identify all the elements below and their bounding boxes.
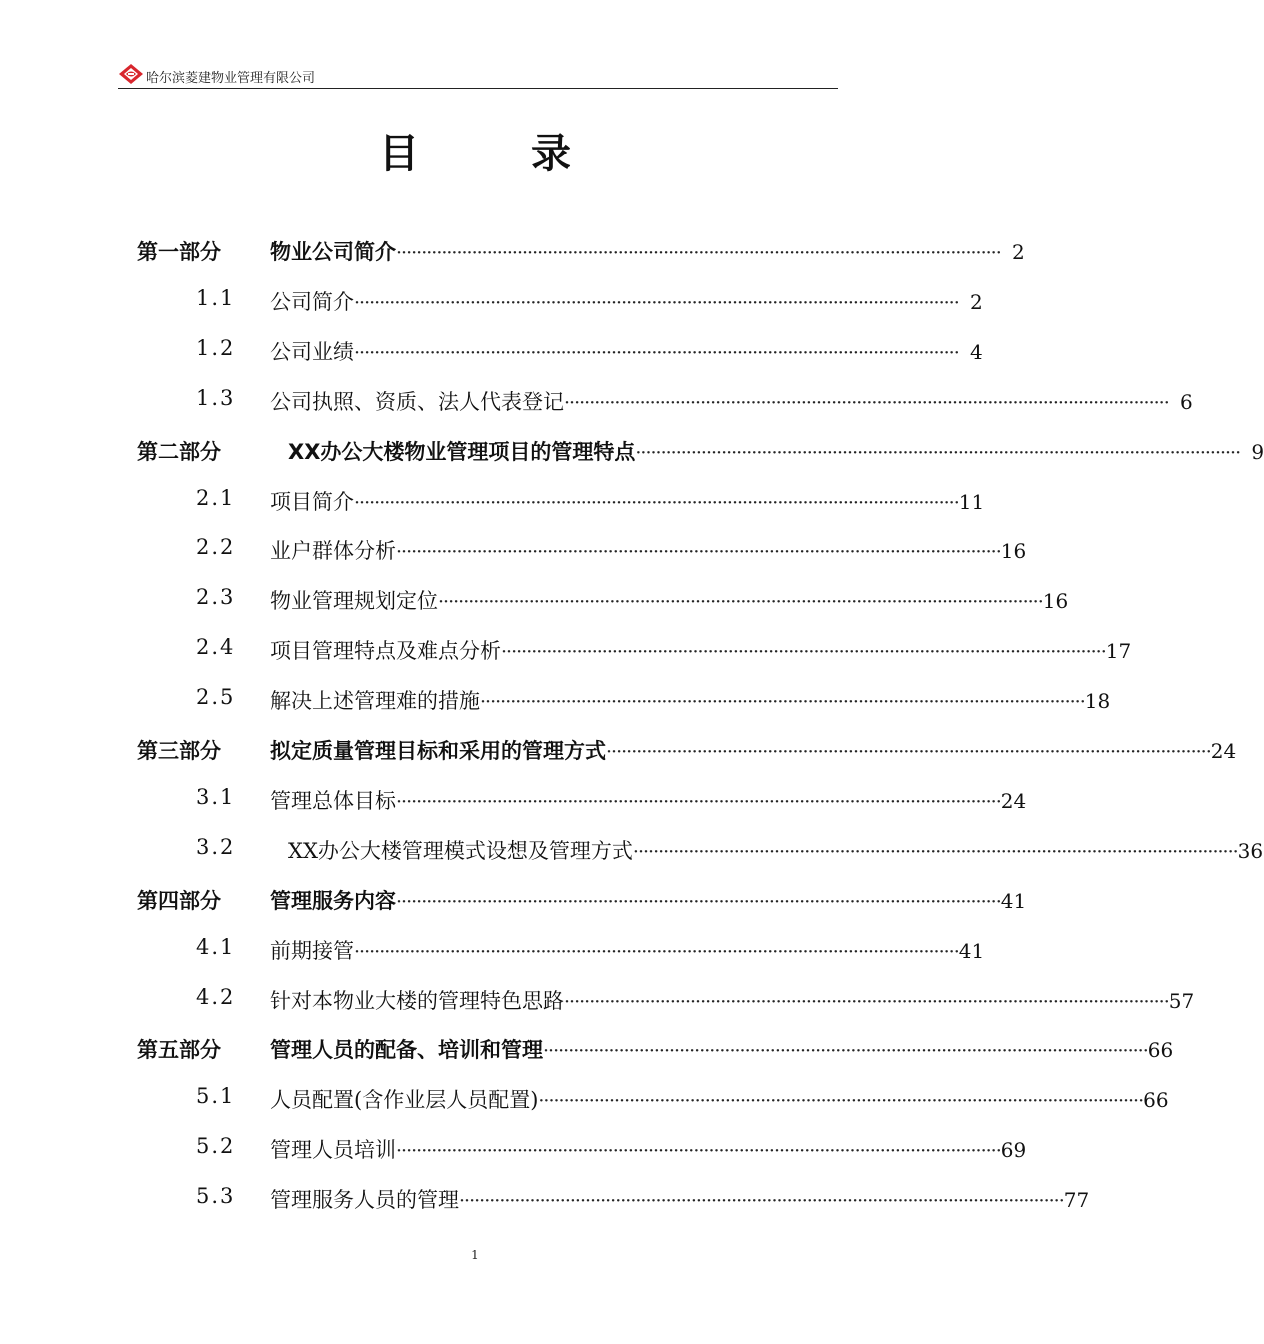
page-title: 目录 xyxy=(379,131,683,177)
toc-entry-page: 6 xyxy=(1180,389,1193,414)
toc-entry-line xyxy=(270,386,1193,416)
toc-entry-line xyxy=(270,935,985,965)
toc-entry-page: 11 xyxy=(958,489,985,514)
toc-entry-line xyxy=(270,885,1027,915)
toc-entry-number: 3.1 xyxy=(196,784,236,809)
dot-leader: ························································································································ xyxy=(396,1140,1001,1163)
toc-entry[interactable] xyxy=(0,729,1237,769)
toc-entry-page: 2 xyxy=(970,289,983,314)
toc-entry[interactable] xyxy=(0,679,1111,719)
toc-entry-page: 24 xyxy=(1000,788,1027,813)
toc-entry-title: 人员配置(含作业层人员配置) xyxy=(270,1088,539,1113)
toc-entry-title: 解决上述管理难的措施 xyxy=(270,689,480,714)
toc-entry-number: 第三部分 xyxy=(137,739,221,763)
dot-leader: ························································································································ xyxy=(632,840,1238,863)
toc-entry[interactable] xyxy=(0,979,1195,1019)
dot-leader: ························································································································ xyxy=(538,1090,1144,1113)
toc-entry-number: 1.3 xyxy=(196,385,236,410)
toc-entry-line xyxy=(270,236,1025,266)
dot-leader: ························································································································ xyxy=(354,940,959,963)
toc-entry-number: 5.2 xyxy=(196,1134,236,1159)
toc-entry-title: 项目管理特点及难点分析 xyxy=(270,639,501,664)
toc-entry[interactable] xyxy=(0,1178,1090,1218)
toc-entry-line xyxy=(270,286,983,316)
toc-entry-title: 公司业绩 xyxy=(270,339,354,364)
toc-entry[interactable] xyxy=(0,829,1264,869)
toc-entry-page: 4 xyxy=(970,339,983,364)
toc-entry-line xyxy=(270,486,985,516)
toc-entry-number: 第一部分 xyxy=(137,240,221,264)
toc-entry[interactable] xyxy=(0,629,1132,669)
toc-entry-title: XX办公大楼物业管理项目的管理特点 xyxy=(288,439,636,464)
toc-entry-title: 管理总体目标 xyxy=(270,788,396,813)
toc-entry[interactable] xyxy=(0,929,985,969)
toc-entry-page: 66 xyxy=(1143,1088,1169,1113)
toc-entry-number: 4.1 xyxy=(196,934,236,959)
toc-entry-title: 管理人员培训 xyxy=(270,1138,396,1163)
toc-entry[interactable] xyxy=(0,1128,1027,1168)
toc-entry-number: 1.1 xyxy=(196,285,236,310)
toc-entry-page: 18 xyxy=(1084,689,1111,714)
toc-entry-page: 2 xyxy=(1012,240,1025,264)
page-number: 1 xyxy=(471,1248,479,1262)
toc-entry-line xyxy=(270,635,1132,665)
toc-entry[interactable] xyxy=(0,1078,1169,1118)
toc-entry-title: 前期接管 xyxy=(270,938,354,963)
toc-entry-page: 17 xyxy=(1105,639,1132,664)
toc-entry[interactable] xyxy=(0,480,985,520)
toc-entry-title: 项目简介 xyxy=(270,489,354,514)
toc-entry[interactable] xyxy=(0,879,1027,919)
toc-entry-title: 物业公司简介 xyxy=(270,240,396,264)
dot-leader: ························································································································ xyxy=(606,741,1211,763)
toc-entry-line xyxy=(270,585,1069,615)
toc-entry-line xyxy=(270,835,1264,865)
toc-entry-page: 66 xyxy=(1147,1038,1174,1063)
dot-leader: ························································································································ xyxy=(564,391,1169,414)
dot-leader: ························································································································ xyxy=(396,790,1001,813)
toc-entry-page: 16 xyxy=(1042,589,1069,614)
toc-entry-line xyxy=(270,336,983,366)
toc-entry-page: 24 xyxy=(1210,739,1237,763)
page-header xyxy=(118,62,838,89)
dot-leader: ························································································································ xyxy=(396,541,1001,564)
toc-entry-line xyxy=(270,785,1027,815)
toc-entry-number: 2.1 xyxy=(196,485,236,510)
toc-entry-number: 第五部分 xyxy=(137,1038,221,1063)
toc-entry-line xyxy=(270,1084,1169,1114)
toc-entry-line xyxy=(270,436,1264,466)
dot-leader: ························································································································ xyxy=(396,242,1001,264)
toc-entry-line xyxy=(270,1184,1090,1214)
toc-entry-page: 41 xyxy=(1000,888,1027,913)
toc-entry-number: 1.2 xyxy=(196,335,236,360)
dot-leader: ························································································································ xyxy=(354,341,959,364)
toc-entry-title: 管理人员的配备、培训和管理 xyxy=(270,1038,543,1063)
toc-entry-title: 针对本物业大楼的管理特色思路 xyxy=(270,988,564,1013)
toc-entry[interactable] xyxy=(0,579,1069,619)
toc-entry[interactable] xyxy=(0,280,983,320)
toc-entry[interactable] xyxy=(0,430,1264,470)
toc-entry-number: 4.2 xyxy=(196,984,236,1009)
toc-entry[interactable] xyxy=(0,330,983,370)
dot-leader: ························································································································ xyxy=(459,1190,1064,1213)
toc-entry-page: 69 xyxy=(1000,1138,1027,1163)
toc-entry-number: 5.3 xyxy=(196,1184,236,1209)
toc-entry-title: XX办公大楼管理模式设想及管理方式 xyxy=(288,838,633,863)
toc-entry[interactable] xyxy=(0,1028,1174,1068)
dot-leader: ························································································································ xyxy=(635,441,1241,464)
toc-entry-page: 16 xyxy=(1000,539,1027,564)
toc-entry-number: 2.2 xyxy=(196,535,236,560)
toc-entry[interactable] xyxy=(0,380,1193,420)
toc-entry-number: 第四部分 xyxy=(137,888,221,913)
toc-entry-title: 管理服务人员的管理 xyxy=(270,1188,459,1213)
toc-entry[interactable] xyxy=(0,529,1027,569)
toc-entry-title: 公司执照、资质、法人代表登记 xyxy=(270,389,564,414)
toc-entry-line xyxy=(270,1134,1027,1164)
dot-leader: ························································································································ xyxy=(438,591,1043,614)
dot-leader: ························································································································ xyxy=(354,291,959,314)
toc-entry-number: 2.3 xyxy=(196,585,236,610)
toc-entry-title: 物业管理规划定位 xyxy=(270,589,438,614)
dot-leader: ························································································································ xyxy=(564,990,1169,1013)
toc-entry-line xyxy=(270,535,1027,565)
dot-leader: ························································································································ xyxy=(480,691,1085,714)
toc-entry-title: 公司简介 xyxy=(270,289,354,314)
toc-entry-page: 36 xyxy=(1237,838,1264,863)
toc-entry-page: 9 xyxy=(1251,439,1264,464)
toc-entry-page: 41 xyxy=(958,938,985,963)
toc-entry-page: 57 xyxy=(1168,988,1195,1013)
company-diamond-logo-icon xyxy=(118,63,144,85)
dot-leader: ························································································································ xyxy=(543,1040,1148,1063)
toc-entry-number: 第二部分 xyxy=(137,439,221,464)
toc-entry-line xyxy=(270,735,1237,765)
dot-leader: ························································································································ xyxy=(354,491,959,514)
toc-entry-number: 2.4 xyxy=(196,635,236,660)
toc-entry[interactable] xyxy=(0,230,1025,270)
dot-leader: ························································································································ xyxy=(501,641,1106,664)
toc-entry-title: 拟定质量管理目标和采用的管理方式 xyxy=(270,739,606,763)
toc-entry-line xyxy=(270,1034,1174,1064)
dot-leader: ························································································································ xyxy=(396,890,1001,913)
toc-entry-number: 2.5 xyxy=(196,685,236,710)
company-name: 哈尔滨菱建物业管理有限公司 xyxy=(146,71,316,86)
toc-entry-number: 5.1 xyxy=(196,1084,236,1109)
toc-entry-page: 77 xyxy=(1063,1188,1090,1213)
toc-entry[interactable] xyxy=(0,779,1027,819)
toc-entry-line xyxy=(270,985,1195,1015)
toc-entry-line xyxy=(270,685,1111,715)
toc-entry-title: 业户群体分析 xyxy=(270,539,396,564)
toc-entry-number: 3.2 xyxy=(196,834,236,859)
toc-entry-title: 管理服务内容 xyxy=(270,888,396,913)
